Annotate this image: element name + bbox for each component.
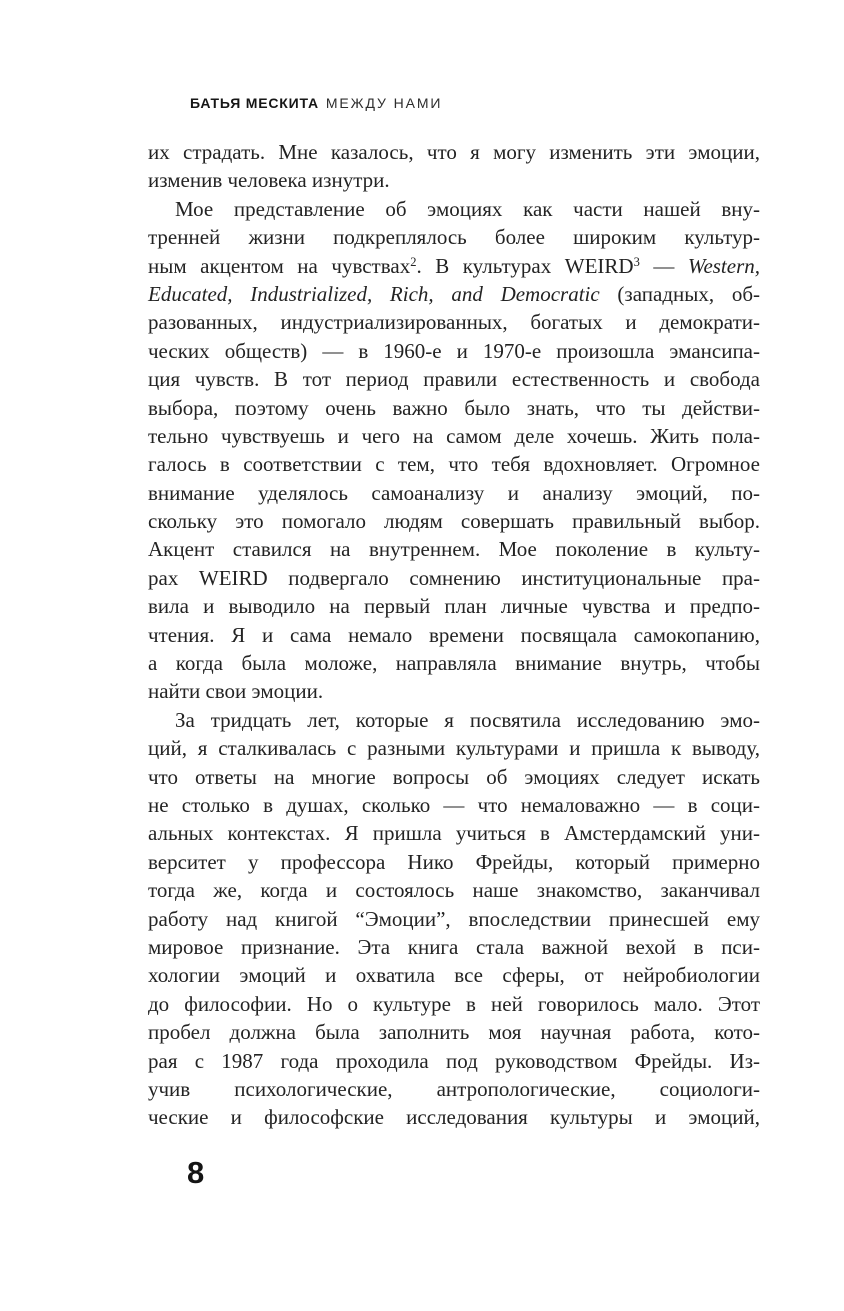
text-line: верситет у профессора Нико Фрейды, который примерно [148,849,760,874]
text-line: скольку это помогало людям совершать правильный выбор. [148,509,760,534]
text-line: выбора, поэтому очень важно было знать, что ты действи- [148,395,760,420]
page-number: 8 [187,1155,205,1190]
text-line: ческих обществ) — в 1960-е и 1970-е произошла эмансипа- [148,338,760,363]
text-line: учив психологические, антропологические, социологи- [148,1076,760,1101]
text-line [148,280,760,308]
paragraph [148,138,760,195]
text-line: внимание уделялось самоанализу и анализу эмоций, по- [148,480,760,505]
paragraph [148,706,760,1132]
author-name: БАТЬЯ МЕСКИТА [190,95,319,111]
footnote-marker-3: 3 [633,254,640,269]
text-segment: (западных, об- [599,281,761,306]
text-line: что ответы на многие вопросы об эмоциях следует искать [148,764,760,789]
text-segment: ным акцентом на чувствах [148,253,411,278]
text-line: тельно чувствуешь и чего на самом деле хочешь. Жить пола- [148,423,760,448]
text-segment: . В культурах WEIRD [416,253,634,278]
text-segment-italic: Western, [687,253,761,278]
text-line: галось в соответствии с тем, что тебя вдохновляет. Огромное [148,452,760,477]
text-line: вила и выводило на первый план личные чувства и предпо- [148,594,760,619]
running-head [190,95,442,111]
text-line: ций, я сталкивалась с разными культурами и пришла к выводу, [148,736,760,761]
text-line: не столько в душах, сколько — что немаловажно — в соци- [148,792,760,817]
text-line: а когда была моложе, направляла внимание внутрь, чтобы [148,651,760,676]
text-line: пробел должна была заполнить моя научная работа, кото- [148,1020,760,1045]
text-line: рая с 1987 года проходила под руководством Фрейды. Из- [148,1048,760,1073]
text-line [148,252,760,280]
text-line: альных контекстах. Я пришла учиться в Амстердамский уни- [148,821,760,846]
footnote-marker-2: 2 [410,254,417,269]
text-line: изменив человека изнутри. [148,168,390,193]
text-line: тогда же, когда и состоялось наше знакомство, заканчивал [148,878,760,903]
text-line: Акцент ставился на внутреннем. Мое поколение в культу- [148,537,760,562]
text-line: работу над книгой “Эмоции”, впоследствии принесшей ему [148,906,760,931]
text-line: их страдать. Мне казалось, что я могу изменить эти эмоции, [148,140,760,164]
book-title: МЕЖДУ НАМИ [325,95,443,111]
text-line: Мое представление об эмоциях как части нашей вну- [175,196,760,221]
text-line: хологии эмоций и охватила все сферы, от нейробиологии [148,963,760,988]
text-line: до философии. Но о культуре в ней говорилось мало. Этот [148,991,760,1016]
text-line: рах WEIRD подвергало сомнению институциональные пра- [148,565,760,590]
text-segment: — [639,253,688,278]
text-line: мировое признание. Эта книга стала важной вехой в пси- [148,934,760,959]
paragraph [148,195,760,706]
text-line: чтения. Я и сама немало времени посвящала самокопанию, [148,622,760,647]
text-line: тренней жизни подкреплялось более широким культур- [148,225,760,250]
text-line: разованных, индустриализированных, богатых и демократи- [148,310,760,335]
text-line: ческие и философские исследования культуры и эмоций, [148,1105,760,1130]
text-line: За тридцать лет, которые я посвятила исследованию эмо- [175,707,760,732]
text-line: найти свои эмоции. [148,679,324,704]
text-block [148,138,760,1132]
text-segment-italic: Educated, Industrialized, Rich, and Democratic [148,281,600,306]
text-line: ция чувств. В тот период правили естественность и свобода [148,367,760,392]
